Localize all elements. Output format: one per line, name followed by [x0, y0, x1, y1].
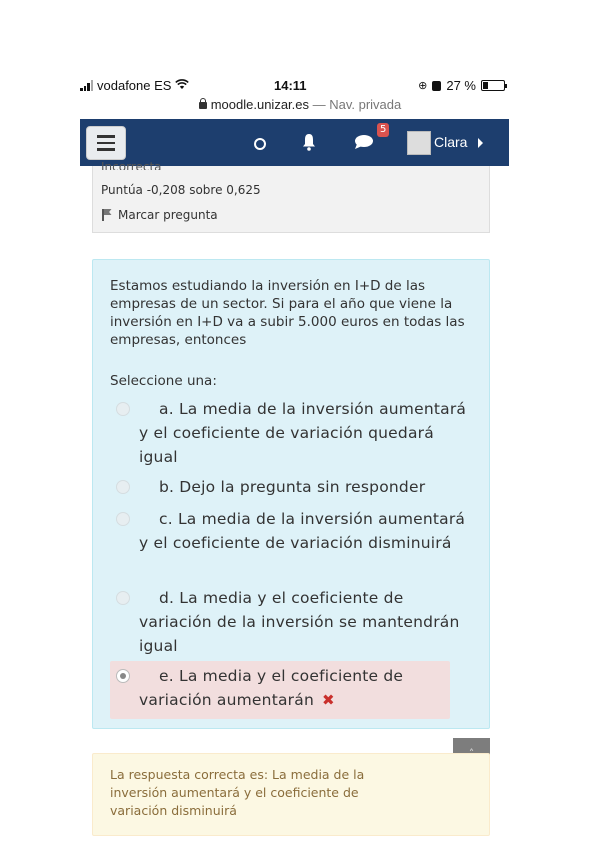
- flag-question-label: Marcar pregunta: [118, 208, 218, 222]
- status-right: [418, 78, 505, 93]
- clock-icon[interactable]: [254, 138, 266, 150]
- answer-option-label: b. Dejo la pregunta sin responder: [159, 478, 426, 496]
- answer-option-c[interactable]: [110, 507, 470, 555]
- radio-d[interactable]: [116, 591, 130, 605]
- alarm-icon: [432, 81, 441, 91]
- question-info-panel: [92, 160, 490, 233]
- hamburger-menu-button[interactable]: [86, 126, 126, 160]
- caret-right-icon[interactable]: [478, 138, 483, 148]
- answer-option-e-row: [110, 664, 450, 712]
- carrier-info: [80, 78, 189, 93]
- private-mode-label: — Nav. privada: [312, 97, 402, 112]
- incorrect-cross-icon: ✖: [321, 691, 335, 709]
- battery-percent: 27 %: [446, 78, 476, 93]
- user-menu-name[interactable]: Clara: [434, 134, 468, 150]
- answer-option-label: e. La media y el coeficiente de variación aumentarán: [139, 667, 404, 709]
- question-content: [92, 259, 490, 729]
- url-text: moodle.unizar.es: [210, 97, 309, 112]
- answer-option-d[interactable]: [110, 586, 470, 658]
- question-text: Estamos estudiando la inversión en I+D de las empresas de un sector. Si para el año que viene la inversión en I+D va a subir 5.000 euros en todas las empresas, entonces: [110, 278, 465, 348]
- top-navbar: [80, 119, 509, 166]
- messages-icon[interactable]: [354, 134, 374, 154]
- orientation-lock-icon: ⊕: [418, 80, 428, 92]
- radio-e-selected[interactable]: [116, 669, 130, 683]
- flag-question-link[interactable]: [102, 208, 218, 222]
- flag-icon: [102, 209, 112, 221]
- answer-option-label: a. La media de la inversión aumentará y el coeficiente de variación quedará igual: [139, 400, 467, 466]
- radio-b[interactable]: [116, 480, 130, 494]
- messages-badge: 5: [377, 123, 389, 137]
- select-one-label: Seleccione una:: [110, 373, 217, 389]
- answer-option-b[interactable]: [110, 475, 470, 499]
- question-score: Puntúa -0,208 sobre 0,625: [101, 183, 261, 197]
- radio-a[interactable]: [116, 402, 130, 416]
- carrier-name: vodafone ES: [97, 78, 172, 93]
- answer-option-label: c. La media de la inversión aumentará y el coeficiente de variación disminuirá: [139, 510, 466, 552]
- correct-answer-feedback: [92, 753, 490, 836]
- radio-c[interactable]: [116, 512, 130, 526]
- user-avatar[interactable]: [407, 131, 431, 155]
- correct-answer-text: La respuesta correcta es: La media de la inversión aumentará y el coeficiente de variación disminuirá: [110, 767, 365, 818]
- address-bar[interactable]: [0, 97, 600, 112]
- answer-option-e[interactable]: [110, 661, 450, 719]
- battery-icon: [481, 80, 505, 91]
- notifications-bell-icon[interactable]: [302, 133, 316, 151]
- lock-icon: [199, 102, 207, 109]
- signal-icon: [80, 80, 93, 91]
- answer-option-a[interactable]: [110, 397, 470, 469]
- clock-time: 14:11: [274, 78, 307, 93]
- answer-option-label: d. La media y el coeficiente de variación de la inversión se mantendrán igual: [139, 589, 460, 655]
- question-state: Incorrecta: [101, 160, 162, 170]
- wifi-icon: [175, 79, 189, 93]
- status-bar: [80, 78, 505, 96]
